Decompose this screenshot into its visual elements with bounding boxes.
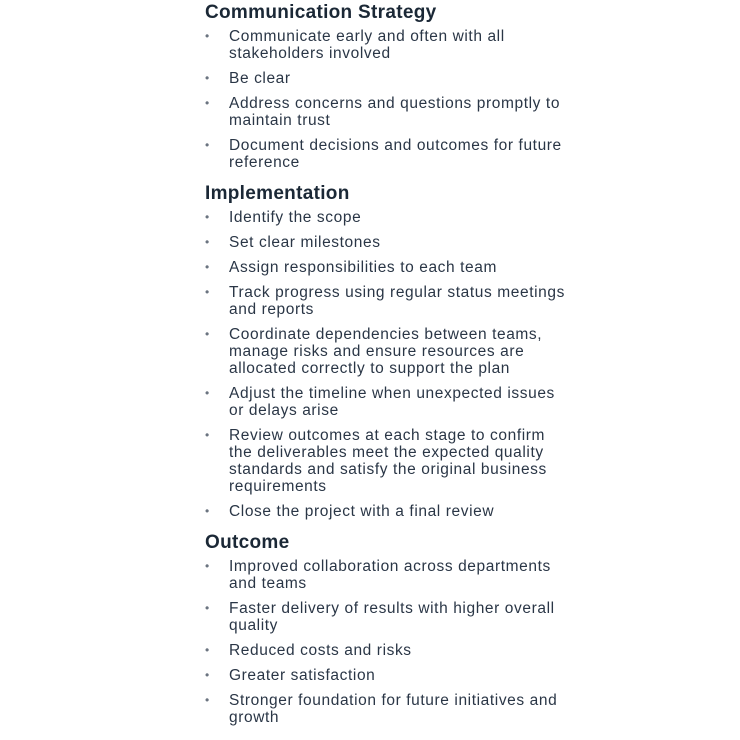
bullet-icon: • (205, 693, 210, 707)
section-outcome (205, 530, 565, 726)
bullet-icon: • (205, 71, 210, 85)
bullet-icon: • (205, 29, 210, 43)
bullet-list (205, 28, 565, 171)
section-heading: Implementation (205, 183, 350, 204)
list-item (205, 326, 565, 377)
bullet-icon: • (205, 601, 210, 615)
list-item (205, 503, 565, 520)
list-item-text: Greater satisfaction (229, 667, 376, 684)
list-item (205, 234, 565, 251)
list-item (205, 667, 565, 684)
list-item-text: Adjust the timeline when unexpected issues or delays arise (229, 385, 555, 419)
list-item-text: Close the project with a final review (229, 503, 495, 520)
list-item (205, 209, 565, 226)
bullet-icon: • (205, 210, 210, 224)
list-item-text: Identify the scope (229, 209, 362, 226)
list-item (205, 642, 565, 659)
list-item (205, 692, 565, 726)
list-item-text: Improved collaboration across departments and teams (229, 558, 551, 592)
bullet-icon: • (205, 96, 210, 110)
bullet-icon: • (205, 559, 210, 573)
section-implementation (205, 181, 565, 520)
list-item (205, 28, 565, 62)
list-item-text: Review outcomes at each stage to confirm the deliverables meet the expected quality standards and satisfy the original business requirements (229, 427, 547, 495)
bullet-icon: • (205, 428, 210, 442)
list-item-text: Assign responsibilities to each team (229, 259, 498, 276)
section-communication (205, 0, 565, 171)
list-item (205, 259, 565, 276)
bullet-icon: • (205, 285, 210, 299)
list-item-text: Faster delivery of results with higher overall quality (229, 600, 555, 634)
list-item-text: Track progress using regular status meetings and reports (229, 284, 565, 318)
list-item-text: Set clear milestones (229, 234, 381, 251)
section-heading: Communication Strategy (205, 2, 437, 23)
bullet-icon: • (205, 235, 210, 249)
list-item-text: Reduced costs and risks (229, 642, 412, 659)
list-item-text: Stronger foundation for future initiatives and growth (229, 692, 558, 726)
bullet-icon: • (205, 643, 210, 657)
list-item (205, 284, 565, 318)
list-item-text: Communicate early and often with all stakeholders involved (229, 28, 505, 62)
bullet-icon: • (205, 138, 210, 152)
list-item-text: Coordinate dependencies between teams, manage risks and ensure resources are allocated correctly to support the plan (229, 326, 543, 377)
list-item-text: Address concerns and questions promptly to maintain trust (229, 95, 561, 129)
bullet-list (205, 209, 565, 520)
list-item (205, 600, 565, 634)
section-heading: Outcome (205, 532, 290, 553)
bullet-icon: • (205, 327, 210, 341)
list-item (205, 95, 565, 129)
bullet-list (205, 558, 565, 726)
list-item (205, 70, 565, 87)
bullet-icon: • (205, 386, 210, 400)
list-item (205, 137, 565, 171)
list-item (205, 385, 565, 419)
list-item (205, 558, 565, 592)
list-item (205, 427, 565, 495)
document-body (205, 0, 565, 734)
list-item-text: Be clear (229, 70, 291, 87)
list-item-text: Document decisions and outcomes for future reference (229, 137, 562, 171)
bullet-icon: • (205, 260, 210, 274)
bullet-icon: • (205, 668, 210, 682)
bullet-icon: • (205, 504, 210, 518)
